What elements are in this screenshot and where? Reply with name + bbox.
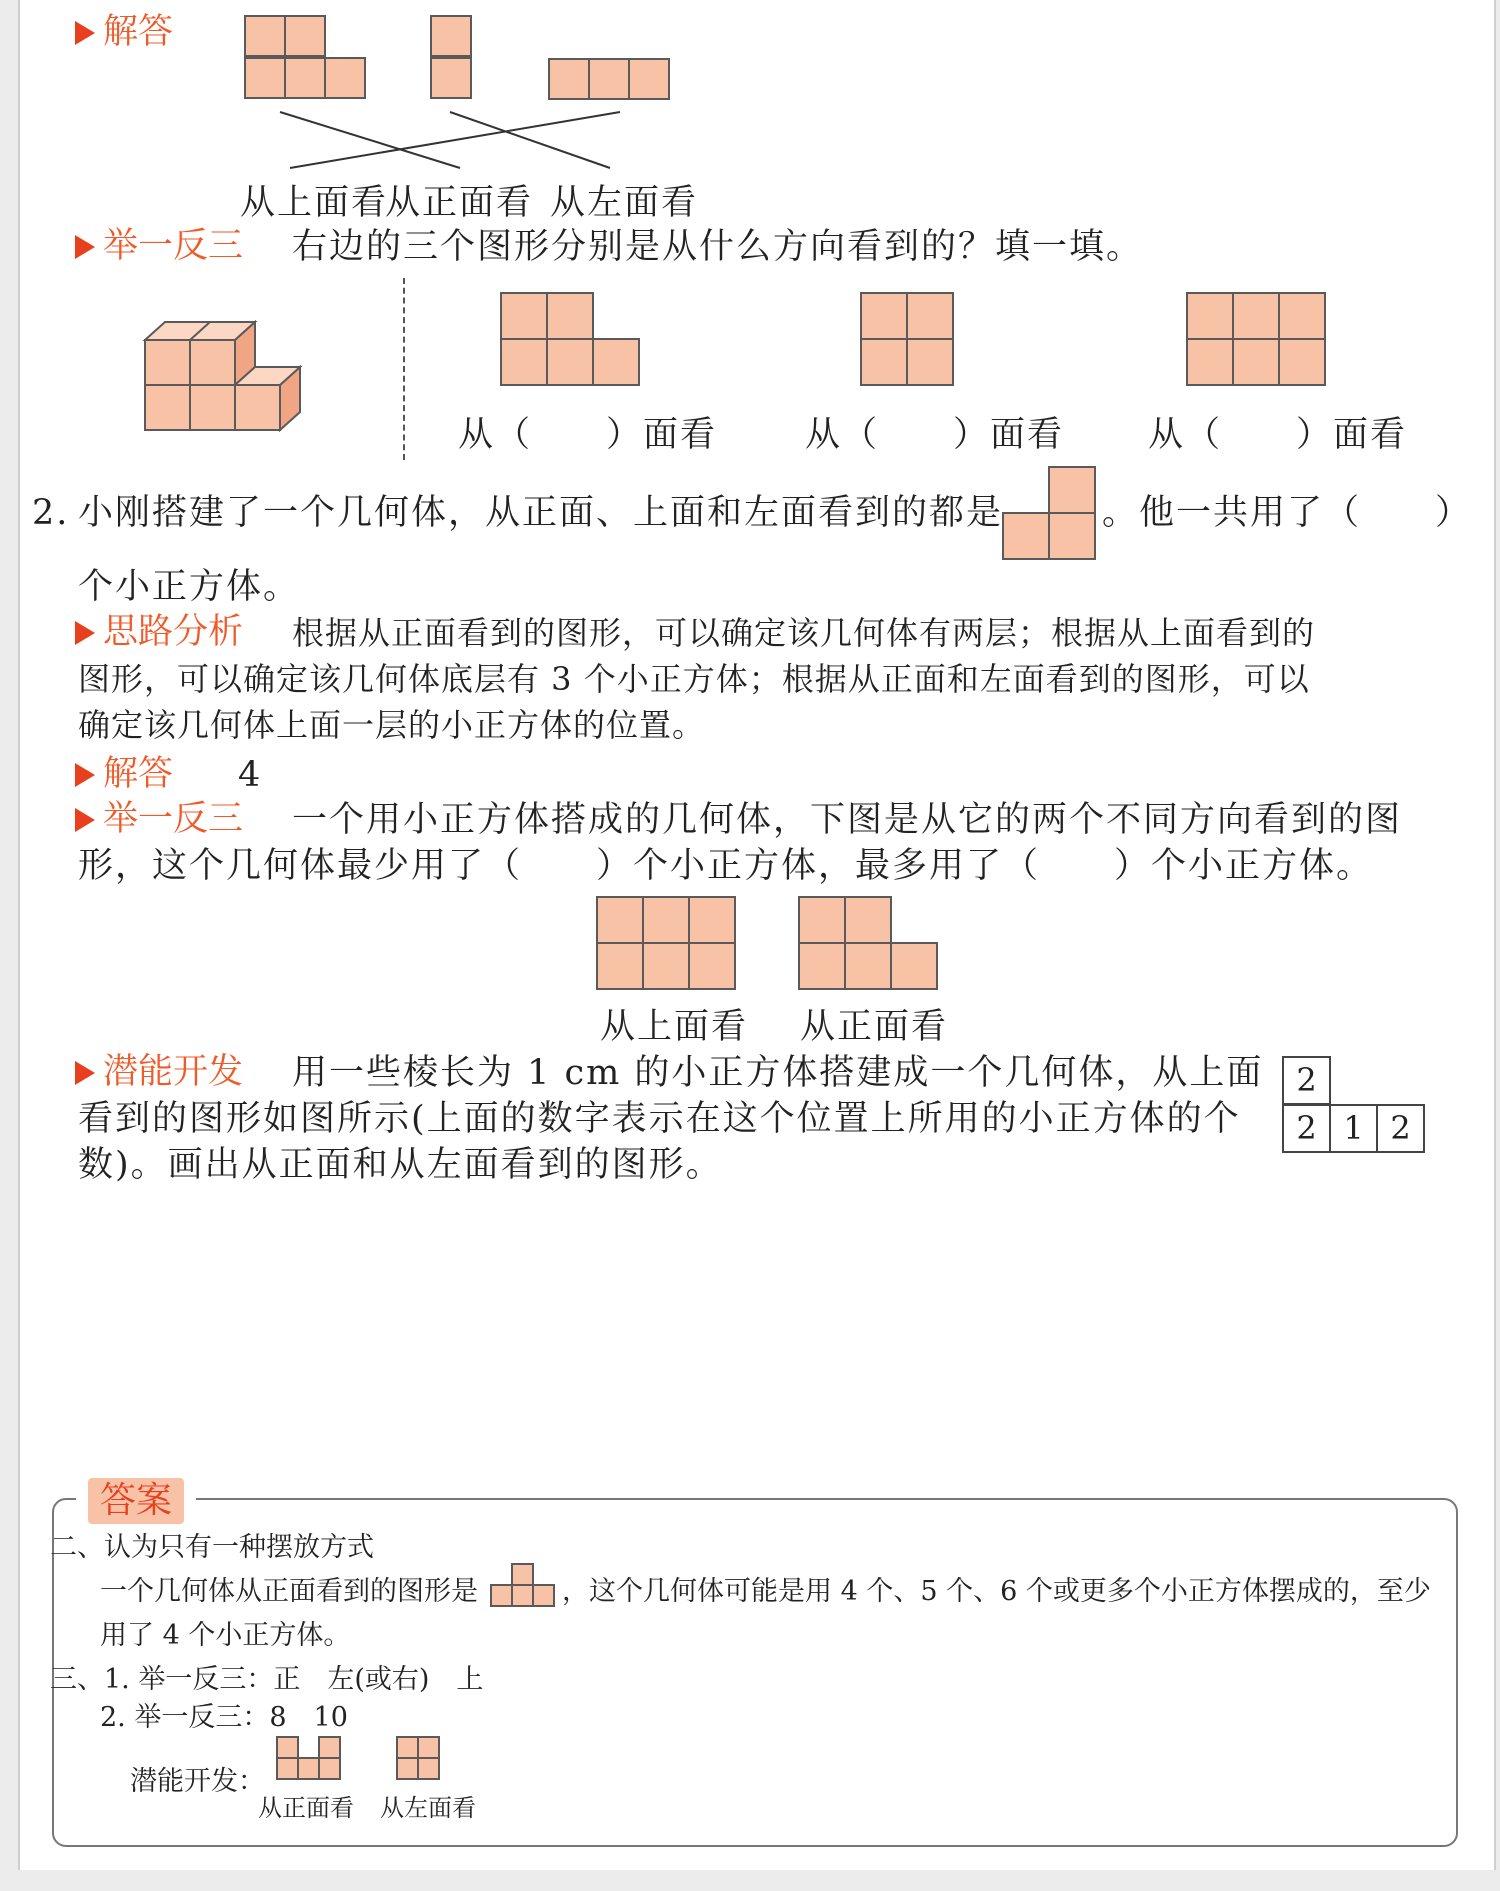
triangle-icon xyxy=(75,808,95,832)
answer-label-2 xyxy=(75,752,173,796)
q2-view-shape xyxy=(1002,466,1102,562)
q2-text-line2: 个小正方体。 xyxy=(78,567,301,607)
divider xyxy=(403,278,405,460)
answer-label-text: 解答 xyxy=(103,12,174,52)
answer-line-3: 用了 4 个小正方体。 xyxy=(100,1620,351,1651)
example-2-label-front: 从正面看 xyxy=(800,1007,949,1047)
answer-view-label-front: 从正面看 xyxy=(258,1794,354,1822)
triangle-icon xyxy=(75,763,95,787)
answer-line-6: 潜能开发： xyxy=(130,1766,265,1797)
triangle-icon xyxy=(75,21,95,45)
q2-answer-value: 4 xyxy=(238,755,263,795)
blank-label-2[interactable]: 从（ ）面看 xyxy=(805,415,1065,455)
example-2-front-view xyxy=(798,896,944,992)
blank-label-1[interactable]: 从（ ）面看 xyxy=(458,415,718,455)
answer-title-text: 答案 xyxy=(88,1478,184,1524)
answer-label xyxy=(75,10,173,54)
example-label-text: 举一反三 xyxy=(103,226,244,266)
view-label-front: 从正面看 xyxy=(385,183,534,223)
grid-number: 2 xyxy=(1296,1109,1317,1147)
top-view-shape xyxy=(244,15,370,101)
grid-number: 1 xyxy=(1343,1109,1364,1147)
q2-text-end[interactable]: 。他一共用了（ ） xyxy=(1102,493,1473,533)
potential-line-2: 看到的图形如图所示(上面的数字表示在这个位置上所用的小正方体的个 xyxy=(78,1099,1241,1139)
answer-potential-left xyxy=(396,1736,444,1782)
example-text: 右边的三个图形分别是从什么方向看到的？填一填。 xyxy=(292,227,1144,267)
triangle-icon xyxy=(75,1061,95,1085)
answer-front-shape xyxy=(490,1563,560,1609)
answer-line-2b: ，这个几何体可能是用 4 个、5 个、6 个或更多个小正方体摆成的，至少 xyxy=(562,1576,1431,1607)
example-2-line-2[interactable]: 形，这个几何体最少用了（ ）个小正方体，最多用了（ ）个小正方体。 xyxy=(78,846,1374,886)
answer-title xyxy=(76,1478,196,1524)
answer-line-1: 二、认为只有一种摆放方式 xyxy=(50,1532,374,1563)
grid-number: 2 xyxy=(1390,1109,1411,1147)
view-shape-2 xyxy=(860,292,960,388)
q2-text: 小刚搭建了一个几何体，从正面、上面和左面看到的都是 xyxy=(78,493,1004,533)
example-2-line-1: 一个用小正方体搭成的几何体，下图是从它的两个不同方向看到的图 xyxy=(292,800,1403,840)
potential-line-3: 数)。画出从正面和从左面看到的图形。 xyxy=(78,1145,723,1185)
answer-line-4: 三、1. 举一反三：正 左(或右) 上 xyxy=(50,1664,484,1695)
matching-lines xyxy=(260,108,640,178)
triangle-icon xyxy=(75,235,95,259)
analysis-line-2: 图形，可以确定该几何体底层有 3 个小正方体；根据从正面和左面看到的图形，可以 xyxy=(78,660,1310,698)
example-label-2 xyxy=(75,797,243,841)
answer-line-2: 一个几何体从正面看到的图形是 xyxy=(100,1576,478,1607)
potential-label-text: 潜能开发 xyxy=(103,1052,244,1092)
view-shape-1 xyxy=(500,292,646,388)
blank-label-3[interactable]: 从（ ）面看 xyxy=(1148,415,1408,455)
view-shape-3 xyxy=(1186,292,1332,388)
cube-solid-3d xyxy=(125,305,315,435)
triangle-icon xyxy=(75,621,95,645)
view-label-left: 从左面看 xyxy=(550,183,699,223)
example-label-text: 举一反三 xyxy=(103,799,244,839)
grid-number: 2 xyxy=(1296,1061,1317,1099)
example-label xyxy=(75,224,243,268)
potential-label xyxy=(75,1050,243,1094)
left-view-shape xyxy=(548,58,674,102)
worksheet-page xyxy=(18,0,1496,1870)
example-2-label-top: 从上面看 xyxy=(600,1007,749,1047)
answer-view-label-left: 从左面看 xyxy=(380,1794,476,1822)
q2-number: 2. xyxy=(32,493,70,533)
answer-line-5: 2. 举一反三：8 10 xyxy=(100,1702,348,1733)
analysis-line-3: 确定该几何体上面一层的小正方体的位置。 xyxy=(78,706,706,744)
example-2-top-view xyxy=(596,896,742,992)
analysis-label xyxy=(75,610,243,654)
front-view-shape xyxy=(430,15,476,101)
view-label-top: 从上面看 xyxy=(240,183,389,223)
answer-label-text: 解答 xyxy=(103,754,174,794)
analysis-line-1: 根据从正面看到的图形，可以确定该几何体有两层；根据从上面看到的 xyxy=(292,614,1316,652)
analysis-label-text: 思路分析 xyxy=(103,612,244,652)
answer-potential-front xyxy=(276,1736,346,1782)
potential-line-1: 用一些棱长为 1 cm 的小正方体搭建成一个几何体，从上面 xyxy=(292,1053,1264,1093)
